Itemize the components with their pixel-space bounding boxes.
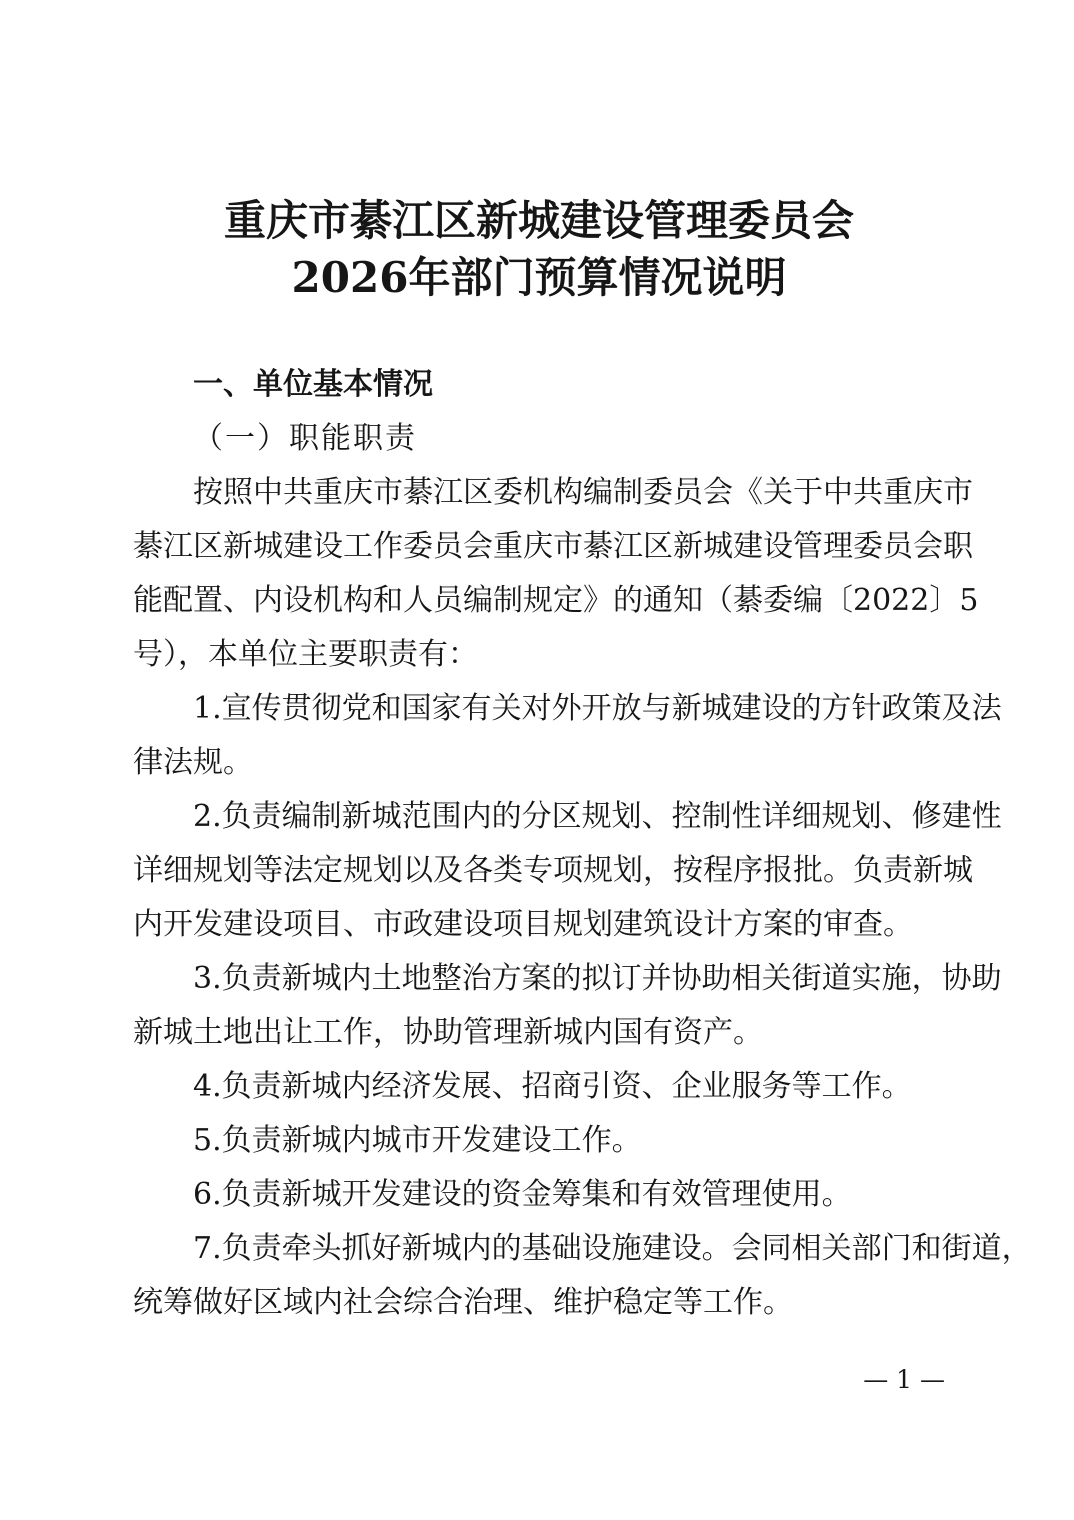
document-title-line1: 重庆市綦江区新城建设管理委员会 <box>223 196 854 245</box>
text-line: 5.负责新城内城市开发建设工作。 <box>193 1123 642 1158</box>
text-line: 4.负责新城内经济发展、招商引资、企业服务等工作。 <box>193 1069 912 1104</box>
page-footer <box>133 1365 945 1395</box>
text-line: 綦江区新城建设工作委员会重庆市綦江区新城建设管理委员会职 <box>133 529 973 564</box>
text-line: 号），本单位主要职责有： <box>133 637 478 672</box>
body-text <box>133 466 1032 1330</box>
subsection-heading: （一）职能职责 <box>193 421 417 456</box>
text-line: 律法规。 <box>133 745 253 780</box>
page-number: — 1 — <box>863 1365 945 1394</box>
text-line: 详细规划等法定规划以及各类专项规划，按程序报批。负责新城 <box>133 853 973 888</box>
document-title-line2: 2026年部门预算情况说明 <box>291 253 787 302</box>
document-title <box>133 192 945 306</box>
text-line: 内开发建设项目、市政建设项目规划建筑设计方案的审查。 <box>133 907 913 942</box>
section-heading: 一、单位基本情况 <box>193 367 433 402</box>
document-body <box>133 358 1032 1330</box>
text-line: 能配置、内设机构和人员编制规定》的通知（綦委编〔2022〕5 <box>133 583 979 618</box>
text-line: 按照中共重庆市綦江区委机构编制委员会《关于中共重庆市 <box>193 475 973 510</box>
text-line: 新城土地出让工作，协助管理新城内国有资产。 <box>133 1015 763 1050</box>
text-line: 1.宣传贯彻党和国家有关对外开放与新城建设的方针政策及法 <box>193 691 1002 726</box>
text-line: 7.负责牵头抓好新城内的基础设施建设。会同相关部门和街道， <box>193 1231 1032 1266</box>
text-line: 统筹做好区域内社会综合治理、维护稳定等工作。 <box>133 1285 793 1320</box>
text-line: 3.负责新城内土地整治方案的拟订并协助相关街道实施，协助 <box>193 961 1002 996</box>
text-line: 2.负责编制新城范围内的分区规划、控制性详细规划、修建性 <box>193 799 1002 834</box>
text-line: 6.负责新城开发建设的资金筹集和有效管理使用。 <box>193 1177 852 1212</box>
